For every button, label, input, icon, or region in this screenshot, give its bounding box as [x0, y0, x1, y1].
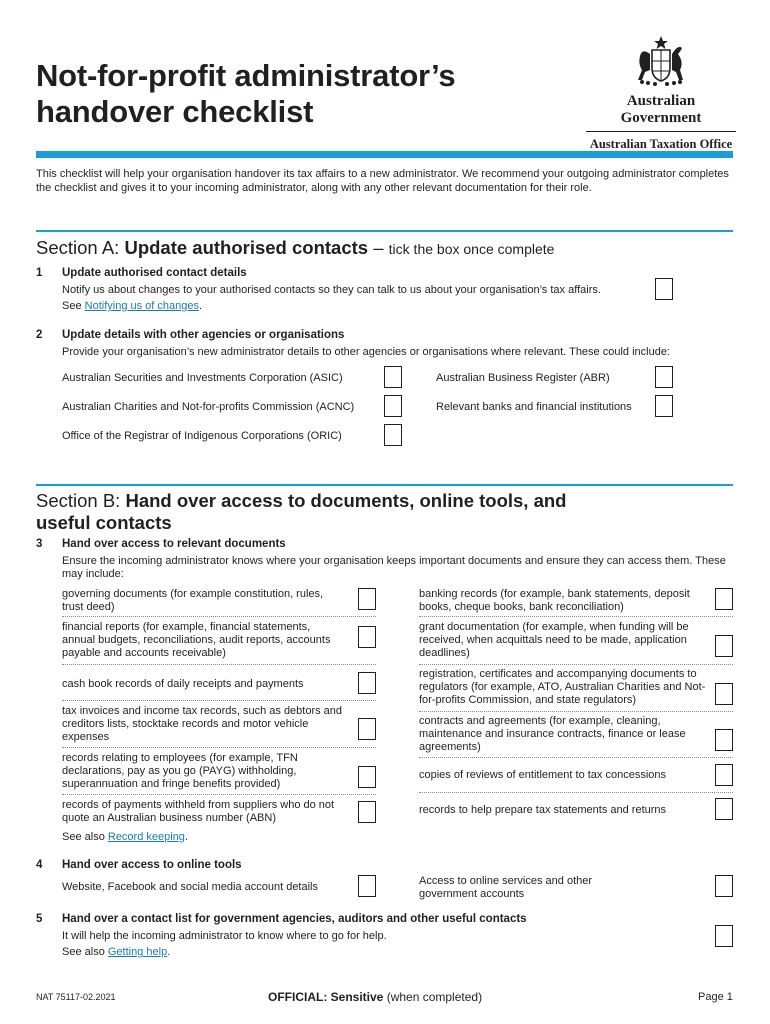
online-tools-left: Website, Facebook and social media account details [62, 881, 318, 893]
section-a-dash: – [368, 237, 389, 258]
doc-financial-reports: financial reports (for example, financial statements, annual budgets, reconciliations, audit reports, accounts payable and accounts receivable) [62, 621, 331, 659]
doc-tax-invoices: tax invoices and income tax records, such as debtors and creditors lists, stocktake records and motor vehicle expenses [62, 705, 343, 743]
grant-checkbox[interactable] [715, 635, 733, 657]
item-1-heading: Update authorised contact details [62, 267, 247, 279]
doc-grant: grant documentation (for example, when funding will be received, when acquittals need to be made, application deadlines) [419, 621, 689, 659]
section-b-title-1: Hand over access to documents, online tools, and [125, 490, 567, 511]
item-1-see-label: See [62, 300, 85, 312]
online-tools-right: Access to online services and other government accounts [419, 875, 593, 900]
online-tools-right-checkbox[interactable] [715, 875, 733, 897]
item-2-number: 2 [36, 329, 43, 341]
row-divider [62, 616, 376, 617]
header-bar [36, 151, 733, 158]
doc-employees: records relating to employees (for example, TFN declarations, pay as you go (PAYG) withholding, superannuation and fringe benefits provided) [62, 752, 298, 790]
tax-statements-checkbox[interactable] [715, 798, 733, 820]
logo-line-2: Australian Taxation Office [589, 137, 733, 151]
item-5-number: 5 [36, 913, 43, 925]
record-keeping-link[interactable]: Record keeping [107, 831, 185, 843]
security-classification [268, 990, 482, 1004]
online-tools-left-checkbox[interactable] [358, 875, 376, 897]
row-divider [62, 747, 376, 748]
option-abr: Australian Business Register (ABR) [436, 372, 610, 384]
employees-checkbox[interactable] [358, 766, 376, 788]
section-a-rule [36, 230, 733, 232]
row-divider [419, 792, 733, 793]
row-divider [419, 711, 733, 712]
doc-governing: governing documents (for example constitution, rules, trust deed) [62, 588, 324, 613]
option-banks: Relevant banks and financial institutions [436, 401, 632, 413]
doc-contracts: contracts and agreements (for example, cleaning, maintenance and insurance contracts, finance or lease agreements) [419, 715, 686, 753]
item-1-see-end: . [199, 300, 203, 312]
government-logo [586, 34, 736, 152]
cash-book-checkbox[interactable] [358, 672, 376, 694]
official-label: OFFICIAL: Sensitive [268, 990, 384, 1004]
item-4-number: 4 [36, 859, 43, 871]
item-3-see-end: . [184, 831, 188, 843]
tax-invoices-checkbox[interactable] [358, 718, 376, 740]
item-3-text: Ensure the incoming administrator knows where your organisation keeps important documents and ensure they can access them. These may include: [62, 555, 726, 580]
item-1-number: 1 [36, 267, 43, 279]
item-1-checkbox[interactable] [655, 278, 673, 300]
banks-checkbox[interactable] [655, 395, 673, 417]
acnc-checkbox[interactable] [384, 395, 402, 417]
item-3-see-label: See also [62, 831, 108, 843]
option-asic: Australian Securities and Investments Corporation (ASIC) [62, 372, 343, 384]
banking-checkbox[interactable] [715, 588, 733, 610]
logo-line-1: Australian Government [620, 93, 702, 126]
coat-of-arms-icon [628, 34, 694, 86]
item-4-heading: Hand over access to online tools [62, 859, 242, 871]
item-2-heading: Update details with other agencies or organisations [62, 329, 345, 341]
row-divider [62, 794, 376, 795]
asic-checkbox[interactable] [384, 366, 402, 388]
title-line-2: handover checklist [36, 94, 314, 129]
doc-banking: banking records (for example, bank statements, deposit books, cheque books, bank reconciliation) [419, 588, 690, 613]
section-b-title-2: useful contacts [36, 512, 172, 533]
registration-checkbox[interactable] [715, 683, 733, 705]
section-b-heading [36, 490, 736, 534]
page-number: Page 1 [698, 991, 733, 1003]
reviews-checkbox[interactable] [715, 764, 733, 786]
abr-checkbox[interactable] [655, 366, 673, 388]
doc-reviews: copies of reviews of entitlement to tax concessions [419, 769, 667, 781]
notifying-us-link[interactable]: Notifying us of changes [84, 300, 199, 312]
row-divider [419, 664, 733, 665]
option-acnc: Australian Charities and Not-for-profits Commission (ACNC) [62, 401, 355, 413]
item-5-heading: Hand over a contact list for government agencies, auditors and other useful contacts [62, 913, 527, 925]
title-line-1: Not-for-profit administrator’s [36, 58, 456, 93]
item-5-see [62, 946, 170, 959]
option-oric: Office of the Registrar of Indigenous Corporations (ORIC) [62, 430, 342, 442]
row-divider [419, 757, 733, 758]
section-a-note: tick the box once complete [388, 241, 555, 257]
doc-cash-book: cash book records of daily receipts and payments [62, 678, 304, 690]
payments-withheld-checkbox[interactable] [358, 801, 376, 823]
getting-help-link[interactable]: Getting help [107, 946, 168, 958]
financial-reports-checkbox[interactable] [358, 626, 376, 648]
item-5-see-label: See also [62, 946, 108, 958]
when-completed-label: (when completed) [383, 990, 483, 1004]
intro-text: This checklist will help your organisation handover its tax affairs to a new administrator. We recommend your outgoing administrator completes the checklist and gives it to your incoming administrator, along with any other relevant documentation for their role. [36, 168, 729, 194]
section-a-heading [36, 237, 554, 260]
page-title [36, 58, 455, 130]
item-3-number: 3 [36, 538, 43, 550]
doc-registration: registration, certificates and accompanying documents to regulators (for example, ATO, Australian Charities and Not-for-profits Commission, and state regulators) [419, 668, 706, 706]
item-5-see-end: . [167, 946, 171, 958]
section-b-prefix: Section B: [36, 490, 126, 511]
row-divider [419, 616, 733, 617]
item-5-text: It will help the incoming administrator to know where to go for help. [62, 930, 387, 942]
contracts-checkbox[interactable] [715, 729, 733, 751]
item-3-see [62, 831, 188, 844]
row-divider [62, 700, 376, 701]
section-a-title: Update authorised contacts [124, 237, 369, 258]
governing-checkbox[interactable] [358, 588, 376, 610]
item-1-see [62, 300, 202, 313]
form-code: NAT 75117-02.2021 [36, 992, 116, 1002]
oric-checkbox[interactable] [384, 424, 402, 446]
doc-payments-withheld: records of payments withheld from suppliers who do not quote an Australian business number (ABN) [62, 799, 335, 824]
item-3-heading: Hand over access to relevant documents [62, 538, 286, 550]
item-1-text: Notify us about changes to your authorised contacts so they can talk to us about your organisation’s tax affairs. [62, 284, 601, 296]
section-b-rule [36, 484, 733, 486]
item-2-text: Provide your organisation’s new administrator details to other agencies or organisations where relevant. These could include: [62, 346, 670, 358]
row-divider [62, 664, 376, 665]
logo-divider [586, 131, 736, 132]
item-5-checkbox[interactable] [715, 925, 733, 947]
doc-tax-statements: records to help prepare tax statements and returns [419, 804, 667, 816]
section-a-prefix: Section A: [36, 237, 125, 258]
